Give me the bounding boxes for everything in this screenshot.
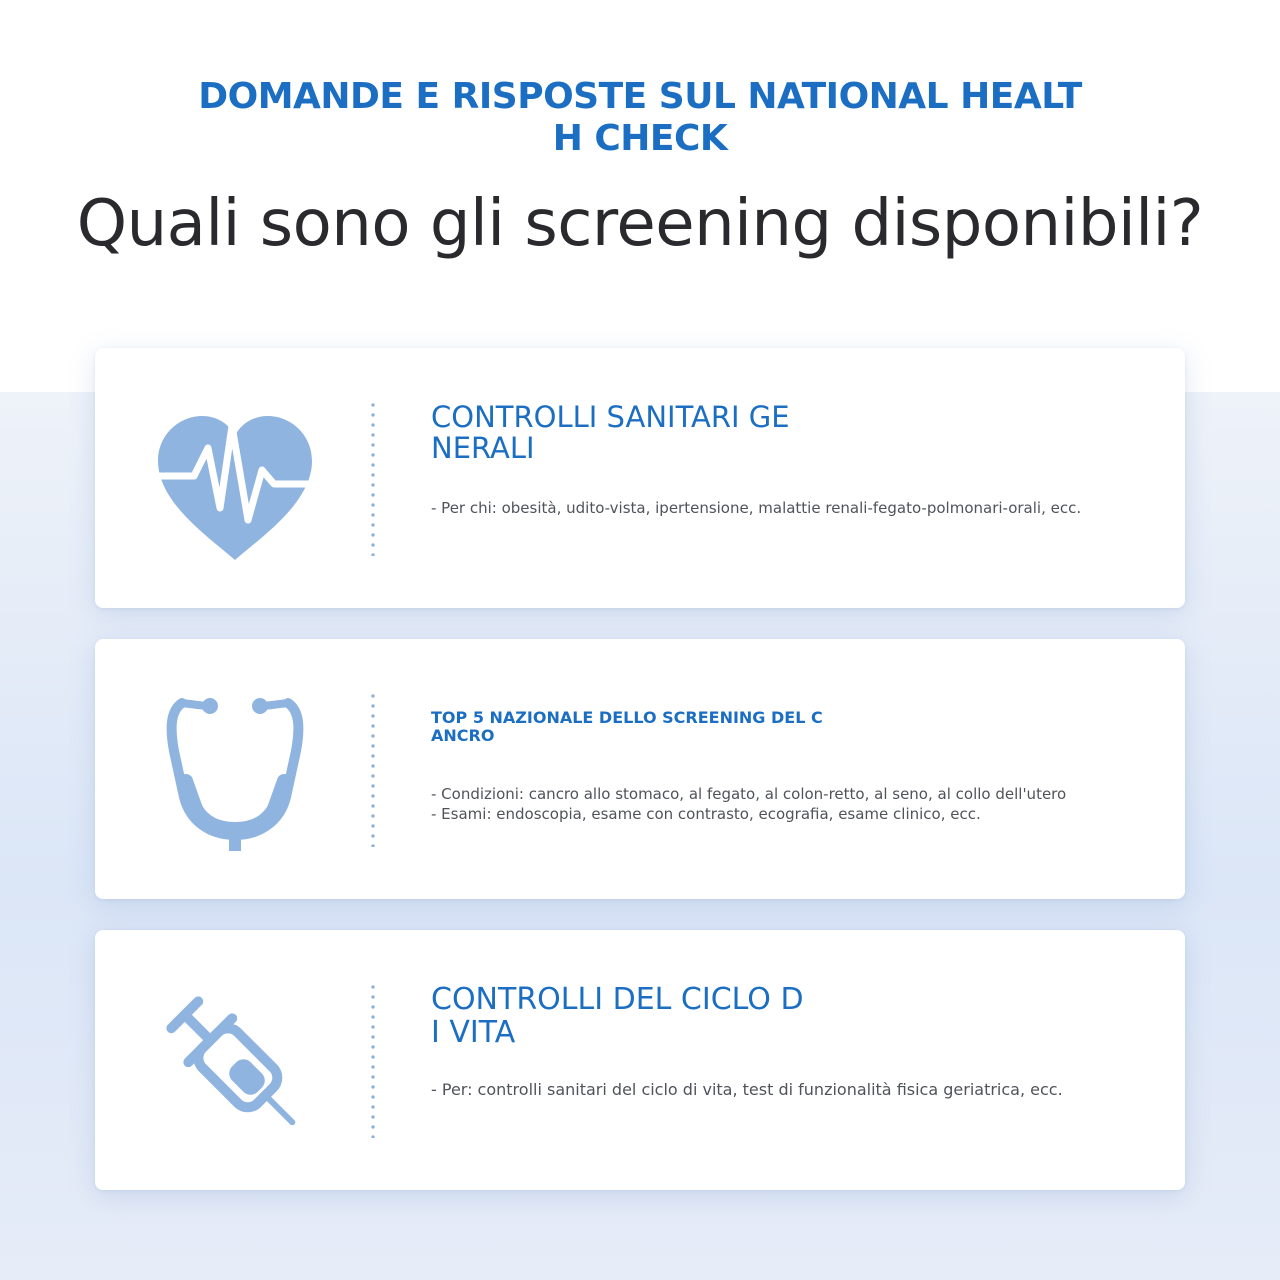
card-description-line: - Per chi: obesità, udito-vista, ipertensione, malattie renali-fegato-polmonari-orali, ecc. — [431, 499, 1082, 517]
card-description — [431, 784, 1066, 824]
card-title-line-1: CONTROLLI DEL CICLO D — [431, 982, 804, 1017]
card-divider — [371, 691, 375, 847]
card-description-line: - Condizioni: cancro allo stomaco, al fegato, al colon-retto, al seno, al collo dell'utero — [431, 785, 1067, 803]
page-title: Quali sono gli screening disponibili? — [76, 187, 1204, 261]
card-description — [431, 1080, 1063, 1100]
card-title — [431, 402, 790, 464]
screening-card-life-cycle — [95, 930, 1185, 1190]
card-title-line-2: ANCRO — [431, 726, 495, 745]
heart-pulse-icon — [150, 398, 320, 568]
card-description-line: - Esami: endoscopia, esame con contrasto, ecografia, esame clinico, ecc. — [431, 805, 981, 823]
syringe-icon — [150, 980, 320, 1150]
card-title-line-1: CONTROLLI SANITARI GE — [431, 400, 790, 434]
card-title-line-2: I VITA — [431, 1015, 516, 1050]
page-kicker-line-2: H CHECK — [552, 118, 728, 159]
screening-card-general — [95, 348, 1185, 608]
card-divider — [371, 982, 375, 1138]
card-title-line-1: TOP 5 NAZIONALE DELLO SCREENING DEL C — [431, 708, 823, 727]
stethoscope-icon — [150, 689, 320, 859]
screening-card-cancer — [95, 639, 1185, 899]
card-title-line-2: NERALI — [431, 431, 535, 465]
card-title — [431, 709, 823, 745]
card-description — [431, 498, 1081, 518]
card-description-line: - Per: controlli sanitari del ciclo di vita, test di funzionalità fisica geriatrica, ecc. — [431, 1080, 1063, 1099]
page-kicker-line-1: DOMANDE E RISPOSTE SUL NATIONAL HEALT — [198, 76, 1082, 117]
card-divider — [371, 400, 375, 556]
card-title — [431, 983, 804, 1049]
page-kicker — [0, 76, 1280, 160]
